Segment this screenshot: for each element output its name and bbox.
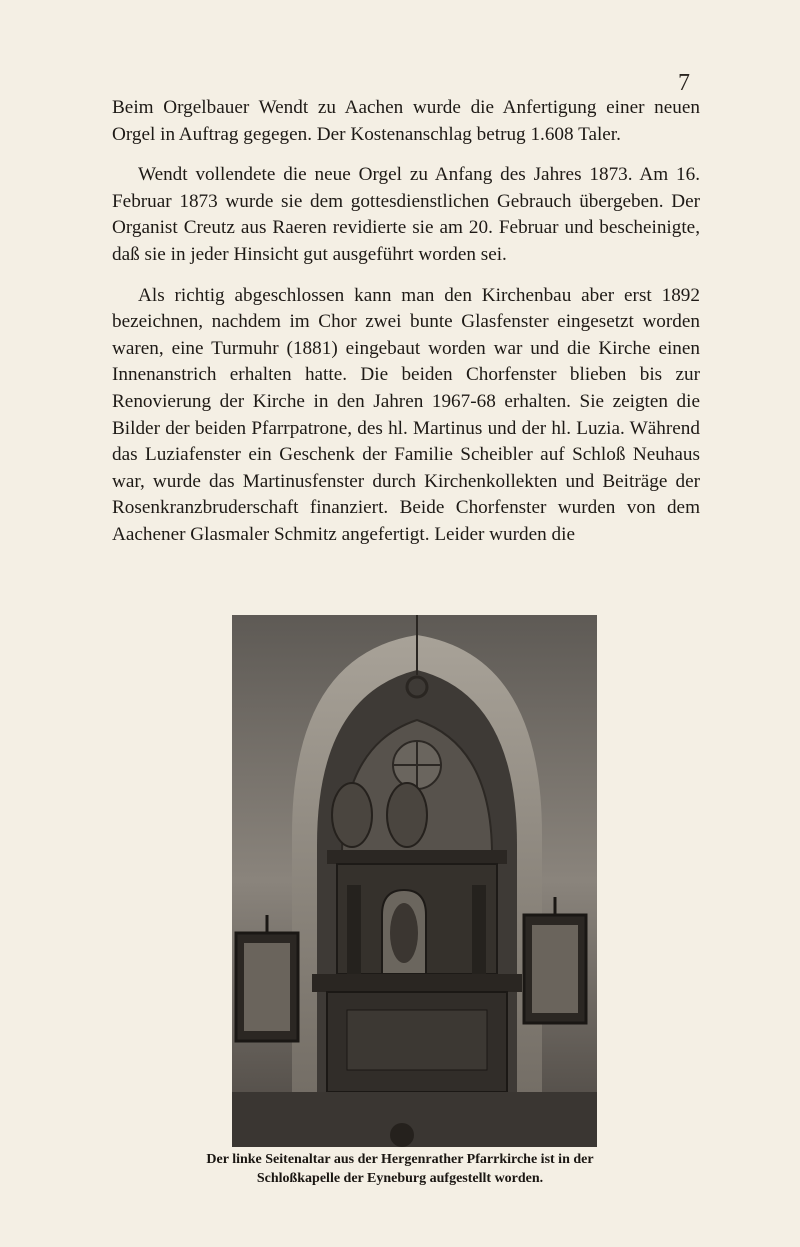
altar-cornice	[327, 850, 507, 864]
body-text	[112, 95, 700, 563]
caption-line-2: Schloßkapelle der Eyneburg aufgestellt worden.	[256, 1171, 544, 1186]
paragraph-organ-completion: Wendt vollendete die neue Orgel zu Anfang des Jahres 1873. Am 16. Februar 1873 wurde sie dem gottesdienstlichen Gebrauch übergeben. Der Organist Creutz aus Raeren revidierte sie am 20. Februar und bescheinigte, daß sie in jeder Hinsicht gut ausgeführt worden sei.	[112, 164, 700, 265]
altar-statue	[390, 903, 418, 963]
saint-figure-left	[332, 783, 372, 847]
altar-mensa	[312, 974, 522, 992]
figure-caption	[150, 1150, 650, 1188]
page-number: 7	[678, 70, 690, 96]
altar-photograph	[232, 615, 597, 1147]
paragraph-organ-commission: Beim Orgelbauer Wendt zu Aachen wurde die Anfertigung einer neuen Orgel in Auftrag gegegen. Der Kostenanschlag betrug 1.608 Taler.	[112, 97, 700, 145]
altar-photo-image	[232, 615, 597, 1147]
caption-line-1: Der linke Seitenaltar aus der Hergenrather Pfarrkirche ist in der	[206, 1152, 594, 1167]
saint-figure-right	[387, 783, 427, 847]
chapel-floor	[232, 1092, 597, 1147]
paragraph-church-windows: Als richtig abgeschlossen kann man den Kirchenbau aber erst 1892 bezeichnen, nachdem im Chor zwei bunte Glasfenster eingesetzt worden waren, eine Turmuhr (1881) eingebaut worden war und die Kirche einen Innenanstrich erhalten hatte. Die beiden Chorfenster blieben bis zur Renovierung der Kirche in den Jahren 1967-68 erhalten. Sie zeigten die Bilder der beiden Pfarrpatrone, des hl. Martinus und der hl. Luzia. Während das Luziafenster ein Geschenk der Familie Scheibler auf Schloß Neuhaus war, wurde das Martinusfenster durch Kirchenkollekten und Beiträge der Rosenkranzbruderschaft finanziert. Beide Chorfenster wurden von dem Aachener Glasmaler Schmitz angefertigt. Leider wurden die	[112, 284, 700, 545]
